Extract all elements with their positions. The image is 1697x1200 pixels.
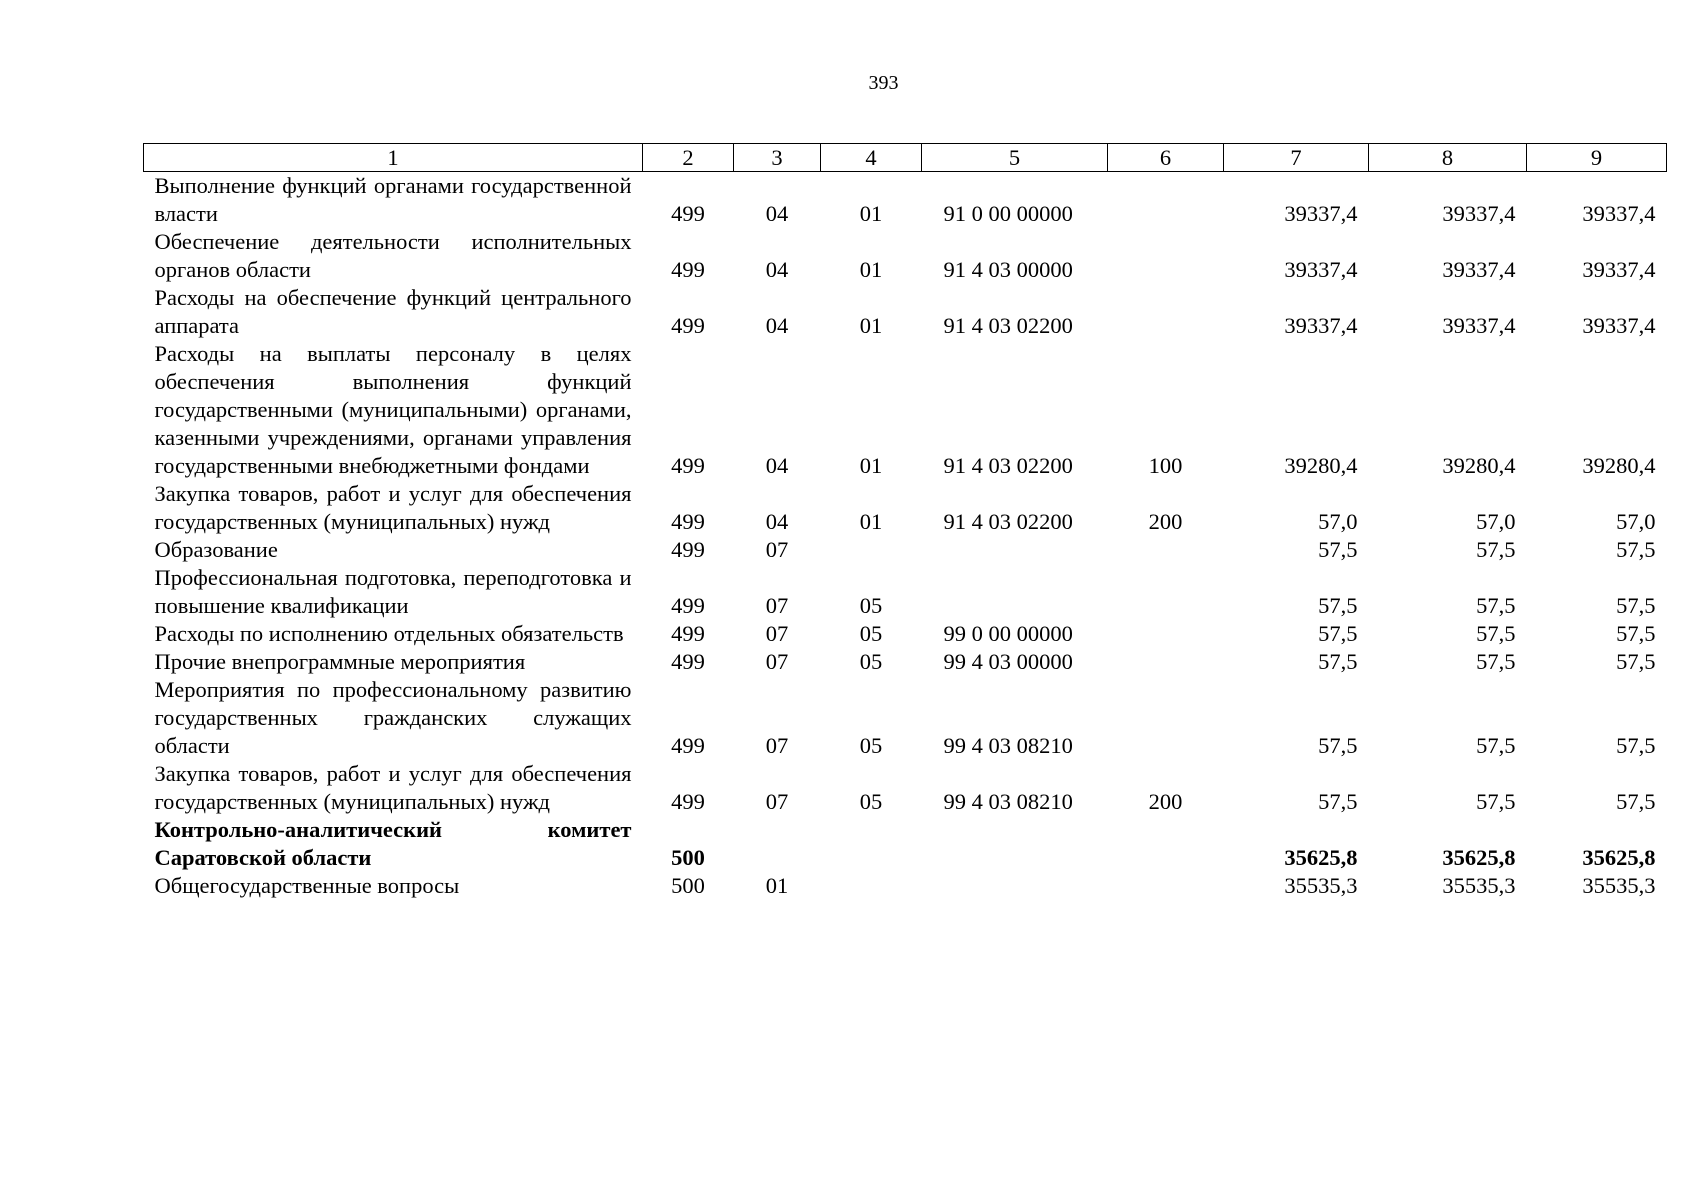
cell-admin-code: 499 (671, 257, 705, 282)
cell-amount-col7: 57,5 (1318, 593, 1358, 618)
cell-amount-col8: 39337,4 (1442, 313, 1516, 338)
cell-subsection: 05 (859, 593, 883, 618)
cell-section: 04 (765, 509, 789, 534)
cell-amount-col8: 35535,3 (1442, 873, 1516, 898)
row-description: Расходы по исполнению отдельных обязательств (154, 621, 624, 646)
cell-section: 07 (765, 537, 789, 562)
table-row (144, 648, 1667, 676)
cell-subsection (821, 536, 922, 564)
cell-target-article: 91 0 00 00000 (943, 201, 1073, 226)
cell-section: 04 (765, 313, 789, 338)
row-description: Мероприятия по профессиональному развитию государственных гражданских служащих области (154, 677, 632, 758)
cell-admin-code: 499 (671, 621, 705, 646)
cell-target-article: 99 4 03 08210 (943, 733, 1073, 758)
cell-expense-type (1108, 228, 1224, 284)
cell-amount-col7: 57,5 (1318, 733, 1358, 758)
cell-amount-col8: 57,5 (1476, 649, 1516, 674)
cell-admin-code: 500 (671, 873, 705, 898)
cell-amount-col8: 57,5 (1476, 537, 1516, 562)
cell-admin-code: 499 (671, 201, 705, 226)
cell-admin-code: 499 (671, 509, 705, 534)
cell-amount-col9: 57,5 (1616, 733, 1656, 758)
row-description: Закупка товаров, работ и услуг для обеспечения государственных (муниципальных) нужд (154, 761, 632, 814)
cell-section: 04 (765, 257, 789, 282)
cell-subsection: 01 (859, 453, 883, 478)
cell-amount-col9: 57,5 (1616, 649, 1656, 674)
cell-amount-col9: 35535,3 (1582, 873, 1656, 898)
table-row (144, 760, 1667, 816)
cell-subsection: 05 (859, 621, 883, 646)
budget-table (143, 143, 1667, 900)
cell-target-article: 91 4 03 00000 (943, 257, 1073, 282)
row-description: Контрольно-аналитический комитет Саратовской области (154, 817, 632, 870)
cell-amount-col7: 57,5 (1318, 537, 1358, 562)
cell-expense-type (1108, 872, 1224, 900)
cell-amount-col7: 57,0 (1318, 509, 1358, 534)
row-description: Профессиональная подготовка, переподготовка и повышение квалификации (154, 565, 632, 618)
cell-section: 07 (765, 621, 789, 646)
column-header: 7 (1224, 144, 1369, 172)
cell-admin-code: 499 (671, 649, 705, 674)
cell-target-article (922, 872, 1108, 900)
column-header: 3 (734, 144, 821, 172)
column-header: 1 (144, 144, 643, 172)
cell-amount-col8: 57,0 (1476, 509, 1516, 534)
cell-admin-code: 499 (671, 453, 705, 478)
table-row (144, 620, 1667, 648)
cell-target-article: 91 4 03 02200 (943, 453, 1073, 478)
cell-target-article: 99 4 03 00000 (943, 649, 1073, 674)
cell-subsection: 05 (859, 733, 883, 758)
cell-amount-col8: 57,5 (1476, 789, 1516, 814)
cell-amount-col9: 39280,4 (1582, 453, 1656, 478)
cell-admin-code: 499 (671, 789, 705, 814)
cell-amount-col7: 39337,4 (1284, 201, 1358, 226)
cell-amount-col7: 35535,3 (1284, 873, 1358, 898)
cell-expense-type: 100 (1148, 453, 1183, 478)
cell-section: 04 (765, 201, 789, 226)
column-header: 2 (643, 144, 734, 172)
cell-amount-col8: 57,5 (1476, 733, 1516, 758)
cell-target-article (922, 536, 1108, 564)
cell-admin-code: 499 (671, 313, 705, 338)
cell-admin-code: 499 (671, 593, 705, 618)
cell-amount-col9: 57,5 (1616, 593, 1656, 618)
table-row (144, 284, 1667, 340)
row-description: Общегосударственные вопросы (154, 873, 460, 898)
cell-amount-col7: 57,5 (1318, 789, 1358, 814)
cell-amount-col7: 35625,8 (1284, 845, 1358, 870)
row-description: Расходы на выплаты персоналу в целях обеспечения выполнения функций государственными (муниципальными) органами, казенными учреждениями, органами управления государственными внебюджетными фондами (154, 341, 632, 478)
row-description: Закупка товаров, работ и услуг для обеспечения государственных (муниципальных) нужд (154, 481, 632, 534)
cell-target-article (922, 564, 1108, 620)
cell-target-article (922, 816, 1108, 872)
cell-amount-col9: 57,0 (1616, 509, 1656, 534)
cell-amount-col9: 57,5 (1616, 537, 1656, 562)
cell-amount-col8: 39280,4 (1442, 453, 1516, 478)
cell-subsection: 05 (859, 789, 883, 814)
cell-section: 04 (765, 453, 789, 478)
cell-subsection (821, 872, 922, 900)
cell-expense-type (1108, 284, 1224, 340)
cell-amount-col9: 39337,4 (1582, 257, 1656, 282)
row-description: Обеспечение деятельности исполнительных органов области (154, 229, 632, 282)
row-description: Образование (154, 537, 278, 562)
cell-admin-code: 500 (671, 845, 705, 870)
cell-admin-code: 499 (671, 733, 705, 758)
row-description: Выполнение функций органами государственной власти (154, 173, 632, 226)
table-row (144, 816, 1667, 872)
cell-amount-col7: 57,5 (1318, 649, 1358, 674)
cell-target-article: 99 0 00 00000 (943, 621, 1073, 646)
cell-admin-code: 499 (671, 537, 705, 562)
table-row (144, 536, 1667, 564)
cell-section (734, 816, 821, 872)
cell-amount-col8: 39337,4 (1442, 201, 1516, 226)
table-row (144, 172, 1667, 229)
cell-section: 01 (765, 873, 789, 898)
column-header: 6 (1108, 144, 1224, 172)
row-description: Расходы на обеспечение функций центрального аппарата (154, 285, 632, 338)
cell-expense-type (1108, 564, 1224, 620)
page-number: 393 (868, 72, 899, 94)
cell-section: 07 (765, 733, 789, 758)
column-header: 9 (1527, 144, 1667, 172)
cell-target-article: 91 4 03 02200 (943, 313, 1073, 338)
cell-subsection: 05 (859, 649, 883, 674)
cell-amount-col7: 39280,4 (1284, 453, 1358, 478)
cell-amount-col8: 57,5 (1476, 593, 1516, 618)
cell-amount-col8: 57,5 (1476, 621, 1516, 646)
cell-amount-col9: 57,5 (1616, 789, 1656, 814)
table-row (144, 564, 1667, 620)
column-header: 4 (821, 144, 922, 172)
cell-expense-type: 200 (1148, 789, 1183, 814)
cell-subsection: 01 (859, 313, 883, 338)
cell-amount-col7: 39337,4 (1284, 313, 1358, 338)
column-header: 8 (1369, 144, 1527, 172)
table-row (144, 872, 1667, 900)
cell-target-article: 91 4 03 02200 (943, 509, 1073, 534)
cell-expense-type: 200 (1148, 509, 1183, 534)
cell-expense-type (1108, 536, 1224, 564)
cell-subsection: 01 (859, 509, 883, 534)
header-row (144, 144, 1667, 172)
table-row (144, 228, 1667, 284)
cell-expense-type (1108, 172, 1224, 229)
cell-expense-type (1108, 620, 1224, 648)
cell-section: 07 (765, 593, 789, 618)
cell-amount-col8: 39337,4 (1442, 257, 1516, 282)
cell-expense-type (1108, 648, 1224, 676)
row-description: Прочие внепрограммные мероприятия (154, 649, 526, 674)
cell-amount-col7: 39337,4 (1284, 257, 1358, 282)
cell-amount-col9: 39337,4 (1582, 201, 1656, 226)
table-row (144, 676, 1667, 760)
column-header: 5 (922, 144, 1108, 172)
cell-amount-col7: 57,5 (1318, 621, 1358, 646)
table-body (144, 172, 1667, 901)
cell-section: 07 (765, 789, 789, 814)
cell-subsection: 01 (859, 257, 883, 282)
cell-subsection: 01 (859, 201, 883, 226)
cell-amount-col9: 35625,8 (1582, 845, 1656, 870)
cell-amount-col9: 57,5 (1616, 621, 1656, 646)
cell-target-article: 99 4 03 08210 (943, 789, 1073, 814)
cell-section: 07 (765, 649, 789, 674)
table-row (144, 480, 1667, 536)
cell-expense-type (1108, 676, 1224, 760)
cell-amount-col8: 35625,8 (1442, 845, 1516, 870)
cell-expense-type (1108, 816, 1224, 872)
table-row (144, 340, 1667, 480)
cell-subsection (821, 816, 922, 872)
cell-amount-col9: 39337,4 (1582, 313, 1656, 338)
